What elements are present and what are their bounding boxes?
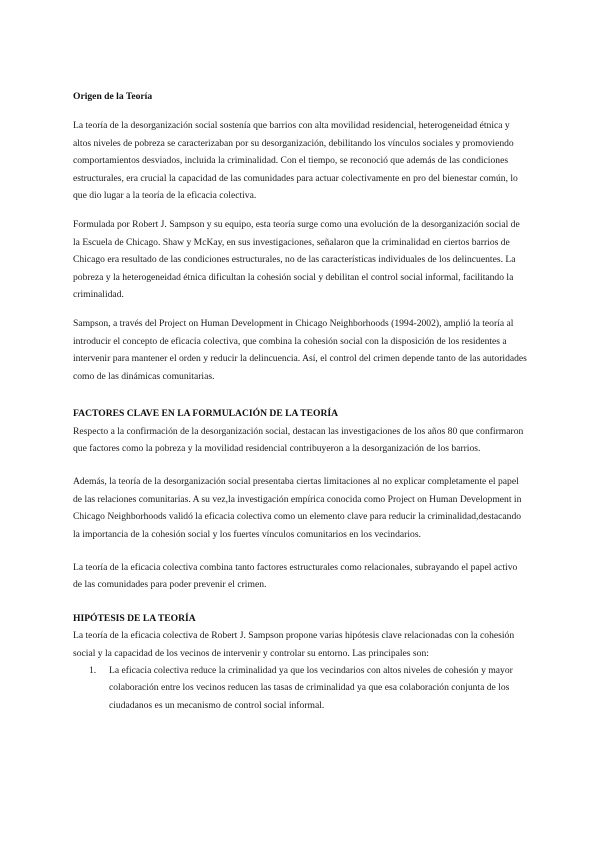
hypotheses-list [73,662,528,714]
list-item-number: 1. [89,664,97,676]
hypotheses-intro: La teoría de la eficacia colectiva de Robert J. Sampson propone varias hipótesis clave relacionadas con la cohesión social y la capacidad de los vecinos de intervenir y controlar su entorno. Las principales son: [73,630,515,659]
list-item [73,662,528,714]
heading-factors: FACTORES CLAVE EN LA FORMULACIÓN DE LA TEORÍA [73,408,339,420]
factors-paragraph-2: Además, la teoría de la desorganización social presentaba ciertas limitaciones al no explicar completamente el papel de las relaciones comunitarias. A su vez,la investigación empírica conocida como Project on Human Development in Chicago Neighborhoods validó la eficacia colectiva como un elemento clave para reducir la criminalidad,destacando la importancia de la cohesión social y los fuertes vínculos comunitarios en los vecindarios. [73,476,522,540]
heading-hypotheses: HIPÓTESIS DE LA TEORÍA [73,612,196,624]
factors-paragraph-3: La teoría de la eficacia colectiva combina tanto factores estructurales como relacionales, subrayando el papel activo de las comunidades para poder prevenir el crimen. [73,561,518,591]
factors-paragraph-1: Respecto a la confirmación de la desorganización social, destacan las investigaciones de los años 80 que confirmaron que factores como la pobreza y la movilidad residencial contribuyeron a la desorganización de los barrios. [73,425,524,454]
document-content [73,88,528,714]
origin-paragraph-2: Formulada por Robert J. Sampson y su equipo, esta teoría surge como una evolución de la desorganización social de la Escuela de Chicago. Shaw y McKay, en sus investigaciones, señalaron que la criminalidad en ciertos barrios de Chicago era resultado de las condiciones estructurales, no de las características individuales de los delincuentes. La pobreza y la heterogeneidad étnica dificultan la cohesión social y debilitan el control social informal, facilitando la criminalidad. [73,219,520,301]
heading-origin: Origen de la Teoría [73,91,153,102]
origin-paragraph-3: Sampson, a través del Project on Human Development in Chicago Neighborhoods (1994-2002), amplió la teoría al introducir el concepto de eficacia colectiva, que combina la cohesión social con la disposición de los residentes a intervenir para mantener el orden y reducir la delincuencia. Así, el control del crimen depende tanto de las autoridades como de las dinámicas comunitarias. [73,318,527,382]
list-item-text: La eficacia colectiva reduce la criminalidad ya que los vecindarios con altos niveles de cohesión y mayor colaboración entre los vecinos reducen las tasas de criminalidad ya que esa colaboración conjunta de los ciudadanos es un mecanismo de control social informal. [109,664,513,711]
origin-paragraph-1: La teoría de la desorganización social sostenía que barrios con alta movilidad residencial, heterogeneidad étnica y altos niveles de pobreza se caracterizaban por su desorganización, debilitando los vínculos sociales y promoviendo comportamientos desviados, incluida la criminalidad. Con el tiempo, se reconoció que además de las condiciones estructurales, era crucial la capacidad de las comunidades para actuar colectivamente en pro del bienestar común, lo que dio lugar a la teoría de la eficacia colectiva. [73,120,518,202]
